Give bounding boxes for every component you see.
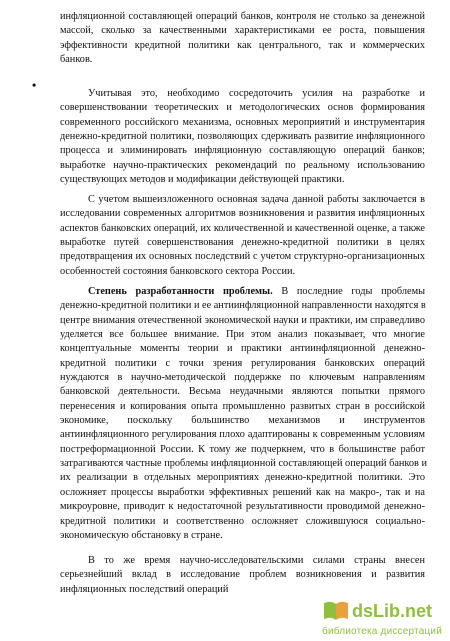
text-line: экономике, поскольку большинство механизмов и инструментов [60,415,425,427]
text-line: денежно-кредитной политики, позволяющих сдерживать развитие инфляционного [60,131,425,143]
paragraph-1 [60,10,425,67]
text-line: банков. [60,54,93,66]
logo-wordmark: dsLib.net [352,601,432,621]
section-lead-heading: Степень разработанности проблемы. [88,286,273,297]
text-line: антиинфляционного регулирования плохо адаптированы к современным условиям [60,429,425,441]
text-line: осложняет процессы выработки эффективных решений как на макро-, так и на [60,486,425,498]
text-line: перенесения и копирования опыта промышленно развитых стран в российской [60,400,425,412]
book-icon [324,602,348,620]
paragraph-2 [60,87,425,187]
text-line: совершенствовании теоретических и методологических основ формирования [60,102,425,114]
text-line: исследовании современных алгоритмов возникновения и развития инфляционных [60,208,425,220]
text-line: предотвращения их основных последствий с учетом структурно-организационных [60,251,425,263]
text-line: серьезнейший вклад в исследование проблем возникновения и развития [60,569,425,581]
text-line: В то же время научно-исследовательскими силами страны внесен [88,555,425,566]
text-line: затрагиваются частные проблемы инфляционной составляющей операций банков и [60,458,428,470]
margin-bullet-mark: • [32,78,37,92]
text-line: денежно-кредитной политики и ее антиинфляционной направленности находятся в [60,300,426,312]
text-line: кредитной политики с точки зрения регулирования банковских операций [60,357,425,369]
text-line: нуждаются в научно-методической поддержке по ключевым направлениям [60,372,425,384]
text-line [60,285,425,299]
text-line: Учитывая это, необходимо сосредоточить усилия на разработке и [88,88,425,99]
text-line: процесса и элиминировать инфляционную составляющую операций банков; [60,145,425,157]
text-line: банковской деятельности. Весьма неудачными являются попытки прямого [60,386,425,398]
text-line: выработке научно-практических рекомендаций по реальному использованию [60,159,425,171]
text-line: микроуровне, приводит к недостаточной результативности проводимой денежно- [60,501,425,513]
paragraph-3 [60,193,425,279]
text-line: кредитной политики и соответственно осложняет сложившуюся социально- [60,515,425,527]
text-line: центре внимания отечественной экономической науки и практики, им справедливо [60,314,425,326]
text-line: современного российского механизма, основных мероприятий и инструментария [60,116,425,128]
paragraph-4 [60,285,428,543]
text-line: массой, сколько за качественными характеристиками ее роста, повышения [60,25,425,37]
text-line: инфляционных последствий операций [60,583,229,595]
watermark-caption: библиотека диссертаций [322,626,442,637]
paragraph-5 [60,554,425,597]
text-line: экономическую обстановку в стране. [60,529,223,541]
text-line: концептуальные моменты теории и практики антиинфляционной денежно- [60,343,425,355]
text-line: существующих методов и модификации действующей практики. [60,174,345,186]
text-line: их реализации в отдельных мероприятиях денежно-кредитной политики. Это [60,472,425,484]
text-line: выработке путей совершенствования денежно-кредитной политики в целях [60,237,425,249]
text-line: аспектов банковских операций, их количественной и качественной оценке, а также [60,222,425,234]
text-fragment: В последние годы проблемы [272,286,426,297]
text-line: С учетом вышеизложенного основная задача данной работы заключается в [88,194,425,205]
text-line: постреформационной России. К тому же подчеркнем, что в большинстве работ [60,443,425,455]
text-line: особенностей состояния банковского сектора России. [60,265,296,277]
text-line: эффективности кредитной политики как центрального, так и коммерческих [60,39,425,51]
text-line: уделяется все большее внимание. При этом анализ показывает, что многие [60,329,425,341]
text-line: инфляционной составляющей операций банков, контроля не столько за денежной [60,11,425,22]
dslib-logo [322,597,442,623]
dslib-watermark [292,597,442,637]
